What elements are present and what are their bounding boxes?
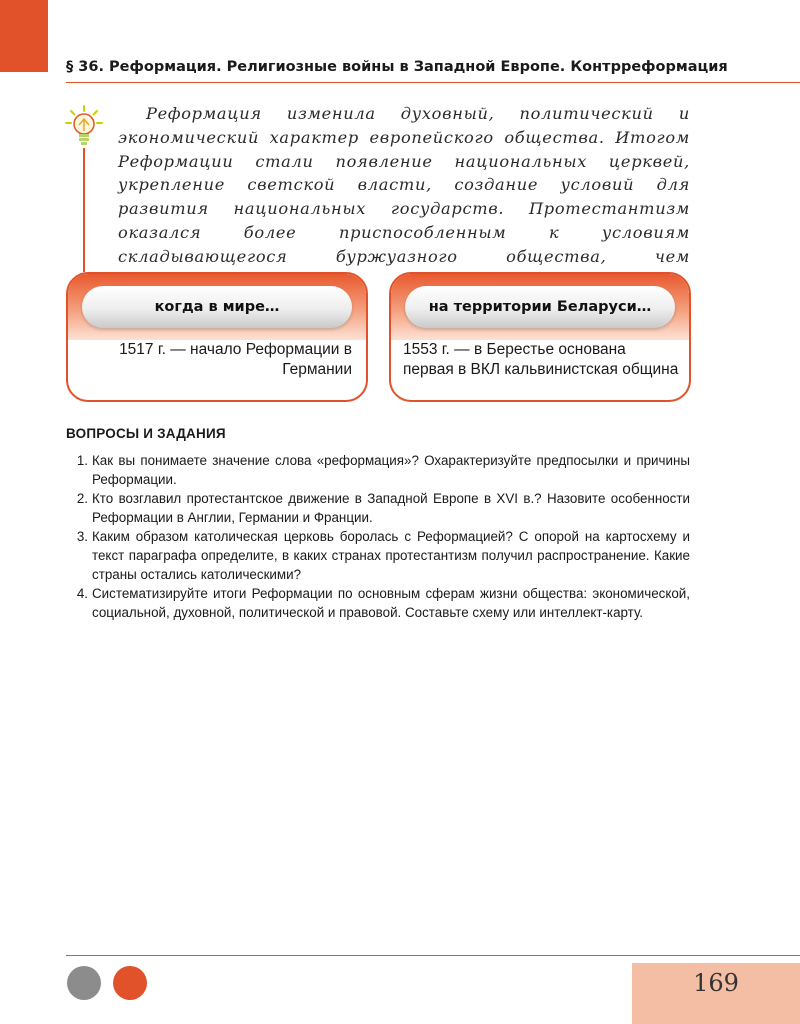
card-world <box>66 272 368 402</box>
question-text: Систематизируйте итоги Реформации по основным сферам жизни общества: экономической, социальной, духовной, политической и правовой. Составьте схему или интеллект-карту. <box>92 586 690 620</box>
question-item <box>66 451 690 489</box>
question-text: Кто возглавил протестантское движение в Западной Европе в XVI в.? Назовите особенности Реформации в Англии, Германии и Франции. <box>92 491 690 525</box>
page-number-box <box>632 963 800 1024</box>
summary-paragraph: Реформация изменила духовный, политический и экономический характер европейского общества. Итогом Реформации стали появление национальных церквей, укрепление светской власти, создание условий для развития национальных государств. Протестантизм оказался более приспособленным к условиям складывающегося буржуазного общества, чем <box>118 104 690 266</box>
footer-divider <box>66 955 800 956</box>
page-header-title: § 36. Реформация. Религиозные войны в Западной Европе. Контрреформация <box>66 59 728 75</box>
question-number: 1. <box>76 453 88 468</box>
header-divider <box>66 82 800 83</box>
question-item <box>66 489 690 527</box>
card-world-title: когда в мире… <box>82 286 352 328</box>
card-belarus <box>389 272 691 402</box>
orange-circle-icon <box>113 966 147 1000</box>
page-number: 169 <box>693 969 739 997</box>
question-text: Каким образом католическая церковь боролась с Реформацией? С опорой на картосхему и текст параграфа определите, в каких странах протестантизм получил распространение. Какие страны остались католическими? <box>92 529 690 582</box>
card-belarus-text: 1553 г. — в Берестье основана первая в ВКЛ кальвинистская община <box>403 341 679 378</box>
lightbulb-icon <box>64 104 104 150</box>
card-world-text: 1517 г. — начало Реформации в Германии <box>119 341 352 378</box>
questions-heading: ВОПРОСЫ И ЗАДАНИЯ <box>66 426 226 441</box>
question-number: 3. <box>76 529 88 544</box>
question-number: 4. <box>76 586 88 601</box>
gray-circle-icon <box>67 966 101 1000</box>
question-number: 2. <box>76 491 88 506</box>
corner-accent-block <box>0 0 48 72</box>
question-item <box>66 527 690 584</box>
summary-side-line <box>83 148 85 272</box>
card-belarus-title: на территории Беларуси… <box>405 286 675 328</box>
question-text: Как вы понимаете значение слова «реформация»? Охарактеризуйте предпосылки и причины Реформации. <box>92 453 690 487</box>
questions-list <box>66 451 690 622</box>
question-item <box>66 584 690 622</box>
